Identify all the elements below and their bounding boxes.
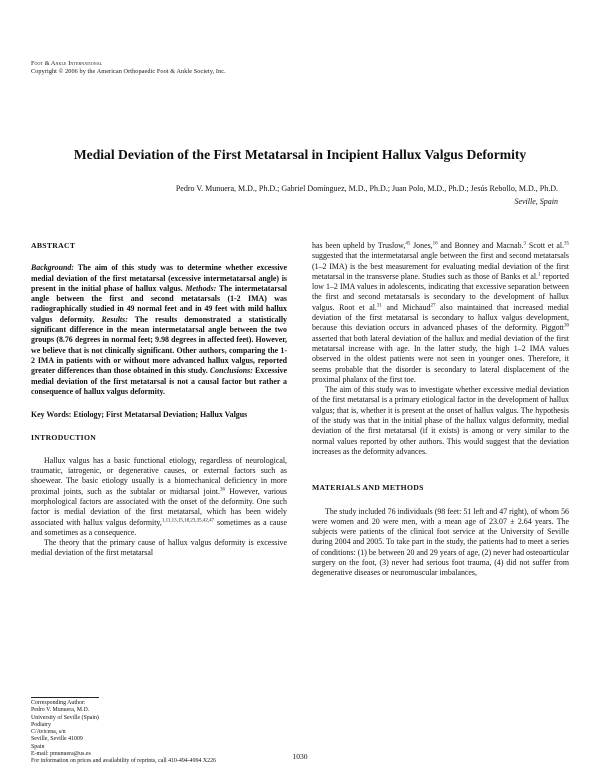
- citation: 27: [430, 303, 436, 309]
- intro-body: [31, 456, 287, 559]
- citation: 35: [564, 241, 570, 247]
- footnote-line: Seville, Seville 41009: [31, 736, 83, 743]
- text-run: also maintained that increased medial deviation of the first metatarsal is secondary to hallux valgus development, because this deviation occurs in advanced phases of the deformity. Piggott: [312, 302, 569, 333]
- abstract-methods-label: Methods:: [185, 283, 217, 293]
- abstract-conclusions: Excessive medial deviation of the first metatarsal is not a causal factor but rather a consequence of hallux valgus deformity.: [31, 366, 287, 396]
- journal-header: [31, 60, 226, 77]
- abstract-body: [31, 263, 287, 397]
- left-column: [31, 241, 287, 559]
- footnote-line: University of Seville (Spain): [31, 714, 99, 721]
- citation: 16: [432, 241, 438, 247]
- abstract-methods: The intermetatarsal angle between the first and second metatarsals (1-2 IMA) was radiographically studied in 49 normal feet and in 49 feet with mild hallux valgus deformity.: [31, 283, 287, 324]
- abstract-background: The aim of this study was to determine whether excessive medial deviation of the first metatarsal (excessive intermetatarsal angle) is present in the initial phase of hallux valgus.: [31, 263, 287, 293]
- intro-paragraph-1: [31, 456, 287, 538]
- journal-copyright: Copyright © 2006 by the American Orthopaedic Foot & Ankle Society, Inc.: [31, 68, 226, 76]
- footnote-line: For information on prices and availability of reprints, call 410-494-4994 X226: [31, 758, 217, 765]
- citation: 30: [564, 323, 569, 329]
- affiliation: Seville, Spain: [514, 196, 558, 206]
- abstract-results: The results demonstrated a statistically significant difference in the mean intermetatarsal angle between the two groups (8.76 degrees in normal feet; 9.98 degrees in affected feet). However, we believe that is not clinically significant. Other authors, comparing the 1-2 IMA in patients with or without more advanced hallux valgus, reported greater differences than those obtained in this study.: [31, 314, 287, 376]
- intro-heading: INTRODUCTION: [31, 433, 97, 443]
- text-run: Scott et al.: [526, 241, 565, 250]
- footnote-line: Spain: [31, 743, 45, 750]
- right-paragraph-1: [312, 241, 569, 385]
- intro-p1-text2: However, various morphological factors are associated with the onset of the deformity. One such factor is medial deviation of the first metatarsal, which has been widely associated with hallux valgus deformity,: [31, 486, 288, 527]
- footnote-line: Podiatry: [31, 721, 51, 728]
- page-number: 1030: [292, 752, 308, 761]
- journal-name: Foot & Ankle International: [31, 60, 103, 67]
- intro-p1-text3: sometimes as a cause and sometimes as a consequence.: [31, 517, 287, 537]
- author-list: Pedro V. Munuera, M.D., Ph.D.; Gabriel Domínguez, M.D., Ph.D.; Juan Polo, M.D., Ph.D.; Jesús Rebollo, M.D., Ph.D.: [175, 184, 558, 193]
- article-title: Medial Deviation of the First Metatarsal in Incipient Hallux Valgus Deformity: [73, 147, 527, 162]
- author-block: [176, 183, 558, 208]
- text-run: has been upheld by Truslow,: [312, 241, 406, 250]
- text-run: asserted that both lateral deviation of the hallux and medial deviation of the first metatarsal increase with age. In the latter study, the high 1–2 IMA values observed in the oldest patients were not seen in younger ones. Therefore, it seems probable that the disorder is secondary to lateral displacement of the proximal phalanx of the first toe.: [312, 333, 569, 384]
- citation: 1: [538, 272, 541, 278]
- citation: 3: [523, 241, 527, 247]
- citation: 1,11,13,15,18,23,35,42,47: [161, 517, 215, 523]
- abstract-background-label: Background:: [31, 263, 74, 273]
- methods-paragraph-1: The study included 76 individuals (98 feet: 51 left and 47 right), of whom 56 were women and 20 were men, with a mean age of 23.07 ± 2.64 years. The subjects were patients of the clinical foot service at the University of Seville during 2004 and 2005. To take part in the study, the patients had to meet a series of conditions: (1) be between 20 and 29 years of age, (2) never had osteoarticular surgery on the foot, (3) never had serious foot trauma, (4) did not suffer from degenerative diseases or neuromuscular imbalances,: [312, 506, 569, 578]
- footnote-line: C/Avicena, s/n: [31, 729, 66, 736]
- abstract-heading: ABSTRACT: [31, 241, 76, 250]
- right-paragraph-2: The aim of this study was to investigate whether excessive medial deviation of the first metatarsal is a primary etiological factor in the development of hallux valgus; that is, whether it is present at the onset of hallux valgus. The hypothesis of the study was that in the initial phase of the hallux valgus deformity, medial deviation of the first metatarsal (if it exists) is among or very similar to the normal values reported by other authors. This would suggest that the deviation increases as the deformity advances.: [312, 385, 569, 456]
- keywords: Key Words: Etiology; First Metatarsal Deviation; Hallux Valgus: [31, 410, 248, 420]
- text-run: reported low 1–2 IMA values in adolescents, indicating that excessive separation between the first and second metatarsals is secondary to the development of hallux valgus. Root et al.: [312, 271, 570, 312]
- right-column: [312, 241, 569, 579]
- intro-paragraph-2: The theory that the primary cause of hallux valgus deformity is excessive medial deviation of the first metatarsal: [31, 538, 287, 558]
- methods-heading: MATERIALS AND METHODS: [312, 483, 424, 493]
- footnote-divider: [31, 697, 99, 698]
- text-run: Jones,: [410, 241, 433, 250]
- text-run: and Michaud: [381, 302, 431, 312]
- abstract-conclusions-label: Conclusions:: [209, 366, 253, 376]
- footnote-line: Pedro V. Munuera, M.D.: [31, 707, 90, 714]
- text-run: suggested that the intermetatarsal angle between the first and second metatarsals (1–2 IMA) is the best measurement for evaluating medial deviation of the first metatarsal in the transverse plane. Studies such as those of Banks et al.: [312, 251, 569, 281]
- citation: 36: [219, 487, 225, 493]
- abstract-results-label: Results:: [101, 314, 128, 324]
- footnote-line: Corresponding Author:: [31, 700, 86, 706]
- intro-p1-text: Hallux valgus has a basic functional etiology, regardless of neurological, traumatic, iatrogenic, or degenerative causes, or external factors such as shoewear. The basic etiology usually is a biomechanical deficiency in more proximal joints, such as the subtalar or midtarsal joint.: [31, 455, 287, 496]
- text-run: and Bonney and Macnab.: [437, 241, 524, 250]
- citation: 31: [376, 303, 382, 309]
- citation: 45: [405, 241, 411, 247]
- footnote-line: E-mail: pmunuera@us.es: [31, 751, 91, 758]
